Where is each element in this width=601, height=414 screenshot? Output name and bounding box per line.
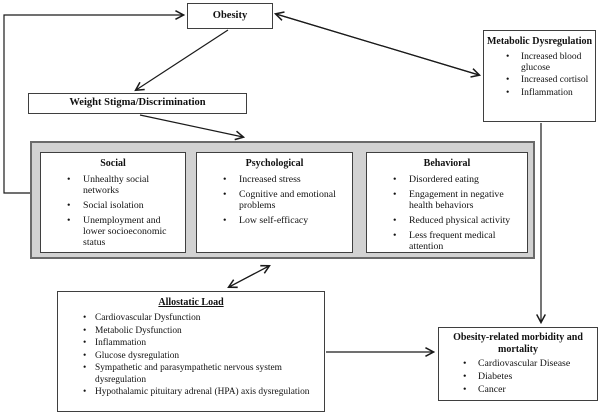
allostatic-load-list — [58, 313, 324, 399]
psychological-node — [196, 152, 353, 253]
arrow-stigma-to-container — [140, 115, 243, 137]
list-item: • Low self-efficacy — [223, 215, 349, 226]
list-item: • Less frequent medical attention — [393, 230, 524, 252]
list-item: • Increased stress — [223, 174, 349, 185]
list-item: • Increased blood glucose — [506, 52, 592, 73]
morbidity-mortality-list — [439, 358, 597, 395]
list-item: • Cardiovascular Dysfunction — [83, 313, 321, 325]
allostatic-load-node — [57, 291, 325, 412]
list-item: • Disordered eating — [393, 174, 524, 185]
arrow-allostatic-to-container — [229, 266, 269, 287]
metabolic-dysregulation-node — [483, 30, 596, 122]
obesity-node — [187, 3, 273, 29]
behavioral-node — [366, 152, 528, 253]
list-item: • Engagement in negative health behaviors — [393, 189, 524, 211]
list-item: • Increased cortisol — [506, 75, 592, 86]
psychological-title: Psychological — [245, 158, 304, 169]
behavioral-list — [367, 174, 527, 252]
list-item: • Cardiovascular Disease — [463, 358, 594, 369]
metabolic-dysregulation-title: Metabolic Dysregulation — [486, 36, 593, 47]
list-item: • Inflammation — [506, 88, 592, 99]
psychological-list — [197, 174, 352, 226]
morbidity-mortality-node — [438, 327, 598, 401]
list-item: • Cognitive and emotional problems — [223, 189, 349, 211]
behavioral-title: Behavioral — [423, 158, 471, 169]
social-title: Social — [100, 158, 126, 169]
list-item: • Metabolic Dysfunction — [83, 326, 321, 338]
list-item: • Unhealthy social networks — [67, 174, 182, 196]
list-item: • Reduced physical activity — [393, 215, 524, 226]
obesity-title: Obesity — [212, 9, 248, 21]
list-item: • Inflammation — [83, 338, 321, 350]
list-item: • Hypothalamic pituitary adrenal (HPA) axis dysregulation — [83, 387, 321, 399]
list-item: • Unemployment and lower socioeconomic status — [67, 215, 182, 248]
allostatic-load-title: Allostatic Load — [158, 297, 224, 308]
list-item: • Social isolation — [67, 200, 182, 211]
social-list — [41, 174, 185, 248]
list-item: • Cancer — [463, 384, 594, 395]
list-item: • Sympathetic and parasympathetic nervous system dysregulation — [83, 363, 321, 386]
morbidity-mortality-title: Obesity-related morbidity and mortality — [453, 332, 583, 355]
weight-stigma-title: Weight Stigma/Discrimination — [69, 97, 206, 109]
social-node — [40, 152, 186, 253]
arrow-metabolic-to-obesity — [276, 14, 479, 75]
arrow-obesity-to-stigma — [136, 30, 228, 90]
weight-stigma-node — [28, 93, 247, 114]
list-item: • Diabetes — [463, 371, 594, 382]
list-item: • Glucose dysregulation — [83, 351, 321, 363]
metabolic-dysregulation-list — [484, 52, 595, 98]
